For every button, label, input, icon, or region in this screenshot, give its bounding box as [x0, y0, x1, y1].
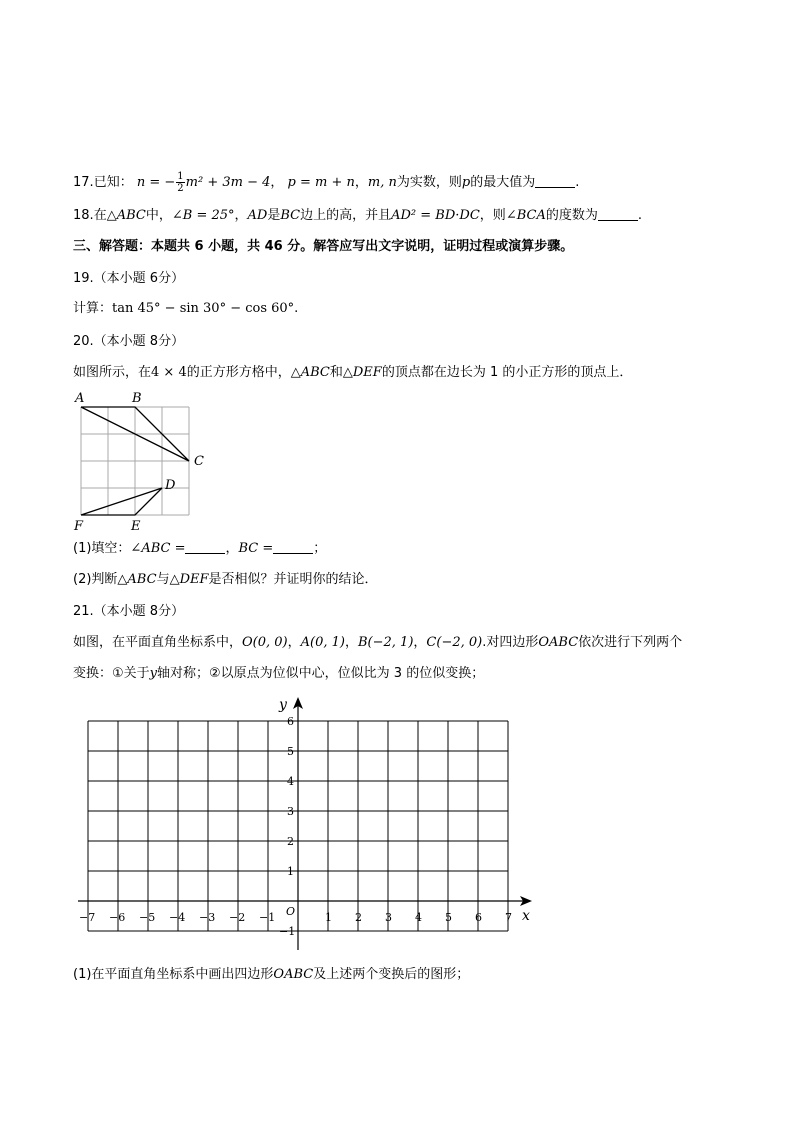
q20-sub1-bc: BC = — [238, 541, 274, 556]
q21-s1: ， — [287, 635, 301, 650]
y-tick-label: 4 — [287, 775, 294, 788]
point-d-label: D — [165, 478, 176, 493]
x-tick-label: 1 — [325, 911, 332, 924]
question-20-intro — [73, 364, 632, 382]
q17-frac-den: 2 — [177, 183, 184, 194]
point-b-label: B — [132, 391, 142, 406]
q21-s2: ， — [344, 635, 358, 650]
x-tick-label: 2 — [355, 911, 362, 924]
q21-line2a: 变换：①关于 — [73, 666, 150, 681]
q20-sub1-semicolon: ； — [313, 541, 327, 556]
q21-sub1-label: (1)在平面直角坐标系中画出四边形 — [73, 967, 274, 982]
x-tick-label: 7 — [505, 911, 512, 924]
point-a-label: A — [75, 391, 85, 406]
q21-t1: 如图，在平面直角坐标系中， — [73, 635, 243, 650]
y-tick-label: 1 — [287, 865, 294, 878]
q20-sub1-label: (1)填空： — [73, 541, 131, 556]
q20-grid-lines — [81, 407, 189, 515]
q20-sub2-tri2: △DEF — [169, 572, 209, 587]
triangle-def — [81, 488, 162, 515]
q21-sub1-rest: 及上述两个变换后的图形； — [313, 967, 470, 982]
q21-intro-line2 — [73, 665, 484, 683]
q17-tail: . — [575, 175, 580, 190]
question-19-body — [73, 300, 298, 318]
q18-eq: AD² = BD·DC — [391, 208, 480, 223]
question-18 — [73, 207, 642, 225]
origin-label: O — [286, 905, 296, 918]
q20-grid-figure — [70, 388, 215, 533]
q21-s3: ， — [413, 635, 427, 650]
q17-vars: m, n — [367, 175, 397, 190]
x-tick-label: −2 — [229, 911, 246, 924]
section-3-heading: 三、解答题：本题共 6 小题，共 46 分。解答应写出文字说明，证明过程或演算步骤。 — [73, 239, 574, 254]
q17-prefix: 已知： — [93, 175, 133, 190]
point-f-label: F — [74, 519, 84, 533]
q21-title: 21.（本小题 8分） — [73, 604, 185, 619]
q18-answer-blank[interactable] — [598, 208, 638, 221]
y-tick-label: −1 — [279, 925, 296, 938]
q18-tail: . — [637, 208, 642, 223]
x-tick-label: 4 — [415, 911, 422, 924]
q21-t3: 依次进行下列两个 — [578, 635, 683, 650]
q20-sub2-rest: 是否相似？并证明你的结论． — [208, 572, 378, 587]
q21-line2b: 轴对称；②以原点为位似中心，位似比为 3 的位似变换； — [157, 666, 485, 681]
q19-label: 计算： — [73, 301, 113, 316]
q20-title: 20.（本小题 8分） — [73, 334, 185, 349]
point-e-label: E — [131, 519, 141, 533]
q20-tri1: △ABC — [290, 365, 330, 380]
q18-angle2: ∠BCA — [505, 208, 546, 223]
q20-t3: 和 — [329, 365, 343, 380]
q19-expression: tan 45° − sin 30° − cos 60°. — [112, 301, 299, 316]
q17-sep2: ， — [354, 175, 368, 190]
q18-ad: AD — [247, 208, 268, 223]
x-axis-label: x — [522, 908, 530, 924]
y-tick-label: 3 — [287, 805, 294, 818]
q21-point-o: O(0, 0) — [242, 635, 288, 650]
y-tick-label: 2 — [287, 835, 294, 848]
q20-sub2-and: 与 — [156, 572, 170, 587]
x-tick-label: 5 — [445, 911, 452, 924]
q20-tri2: △DEF — [342, 365, 382, 380]
q21-sub1-oabc: OABC — [273, 967, 314, 982]
y-tick-label: 5 — [287, 745, 294, 758]
q18-t3: ， — [234, 208, 248, 223]
question-17 — [73, 171, 579, 194]
x-tick-label: −4 — [169, 911, 186, 924]
q17-frac-num: 1 — [177, 171, 184, 182]
q21-y-var: y — [149, 666, 158, 681]
q18-t4: 是 — [267, 208, 281, 223]
q18-angle: ∠B = 25° — [171, 208, 235, 223]
q21-sub1 — [73, 966, 469, 984]
q18-t5: 边上的高，并且 — [300, 208, 392, 223]
x-tick-label: 3 — [385, 911, 392, 924]
q21-t2: .对四边形 — [482, 635, 539, 650]
q20-sub1-angle: ∠ABC = — [130, 541, 186, 556]
q17-mid: 为实数，则 — [396, 175, 462, 190]
q21-intro — [73, 634, 682, 652]
q18-t7: 的度数为 — [545, 208, 598, 223]
q17-eq-right: m² + 3m − 4 — [185, 175, 271, 190]
q21-oabc: OABC — [538, 635, 579, 650]
q20-sub2-label: (2)判断 — [73, 572, 118, 587]
q21-point-a: A(0, 1) — [300, 635, 345, 650]
q21-point-c: C(−2, 0) — [426, 635, 483, 650]
x-tick-label: 6 — [475, 911, 482, 924]
x-tick-label: −5 — [139, 911, 156, 924]
q18-triangle: △ABC — [106, 208, 146, 223]
q17-fraction — [176, 171, 184, 194]
q17-answer-blank[interactable] — [535, 175, 575, 188]
point-c-label: C — [194, 454, 204, 469]
q20-bc-blank[interactable] — [273, 541, 313, 554]
q18-number: 18. — [73, 208, 94, 223]
q18-t6: ，则 — [479, 208, 506, 223]
q20-t1: 如图所示，在 — [73, 365, 152, 380]
y-axis-label: y — [279, 697, 287, 713]
q17-eq-left: n = − — [136, 175, 176, 190]
q18-t1: 在 — [93, 208, 107, 223]
q20-sub2 — [73, 571, 378, 589]
q21-coordinate-plane — [70, 692, 540, 956]
y-tick-label: 6 — [287, 715, 294, 728]
q19-title: 19.（本小题 6分） — [73, 271, 185, 286]
q18-t2: 中， — [145, 208, 172, 223]
q20-sub2-tri1: △ABC — [117, 572, 157, 587]
q20-grid-size: 4 × 4 — [151, 365, 187, 380]
q20-t4: 的顶点都在边长为 1 的小正方形的顶点上． — [381, 365, 633, 380]
q20-angle-blank[interactable] — [185, 541, 225, 554]
q17-sep1: ， — [270, 175, 284, 190]
q20-t2: 的正方形方格中， — [186, 365, 291, 380]
q18-bc: BC — [280, 208, 301, 223]
q17-var-p: p — [461, 175, 471, 190]
x-tick-label: −7 — [79, 911, 96, 924]
q21-point-b: B(−2, 1) — [358, 635, 414, 650]
q20-sub1 — [73, 540, 326, 558]
q17-eq2: p = m + n — [287, 175, 355, 190]
q17-number: 17. — [73, 175, 94, 190]
x-tick-label: −1 — [259, 911, 276, 924]
q20-sub1-comma: ， — [225, 541, 239, 556]
x-tick-label: −3 — [199, 911, 216, 924]
x-tick-label: −6 — [109, 911, 126, 924]
q17-end: 的最大值为 — [470, 175, 536, 190]
